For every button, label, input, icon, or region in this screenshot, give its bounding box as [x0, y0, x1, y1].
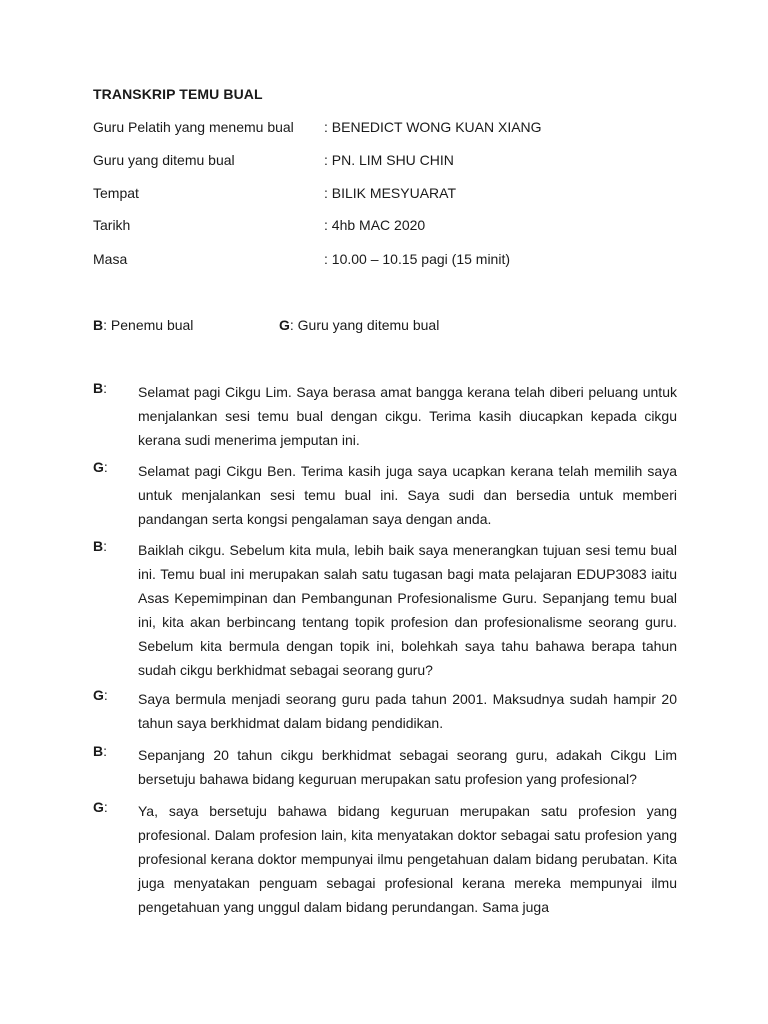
meta-row-interviewer: [93, 119, 693, 139]
meta-row-interviewee: [93, 152, 693, 172]
meta-value: : BILIK MESYUARAT: [324, 185, 456, 201]
speech-text: Selamat pagi Cikgu Lim. Saya berasa amat bangga kerana telah diberi peluang untuk menjalankan sesi temu bual dengan cikgu. Terima kasih diucapkan kepada cikgu kerana sudi menerima jemputan ini.: [138, 384, 677, 448]
speech-text: Sepanjang 20 tahun cikgu berkhidmat sebagai seorang guru, adakah Cikgu Lim bersetuju bahawa bidang keguruan merupakan satu profesion yang profesional?: [138, 747, 677, 787]
legend-text: : Penemu bual: [103, 317, 194, 333]
meta-value: : BENEDICT WONG KUAN XIANG: [324, 119, 542, 135]
meta-value: : 10.00 – 10.15 pagi (15 minit): [324, 251, 511, 267]
meta-row-place: [93, 185, 693, 205]
speech-text: Selamat pagi Cikgu Ben. Terima kasih juga saya ucapkan kerana telah memilih saya untuk menjalankan sesi temu bual ini. Saya sudi dan bersedia untuk memberi pandangan serta kongsi pengalaman saya dengan anda.: [138, 463, 677, 527]
legend-code: B: [93, 317, 104, 333]
speaker-code: G:: [93, 799, 108, 815]
speech-text: Ya, saya bersetuju bahawa bidang keguruan merupakan satu profesion yang profesional. Dalam profesion lain, kita menyatakan doktor sebagai satu profesion yang profesional kerana doktor mempunyai ilmu pengetahuan dalam bidang perubatan. Kita juga menyatakan penguam sebagai profesional kerana mereka mempunyai ilmu pengetahuan yang unggul dalam bidang perundangan. Sama juga: [138, 803, 677, 915]
meta-value: : PN. LIM SHU CHIN: [324, 152, 454, 168]
speech-text: Baiklah cikgu. Sebelum kita mula, lebih baik saya menerangkan tujuan sesi temu bual ini. Temu bual ini merupakan salah satu tugasan bagi mata pelajaran EDUP3083 iaitu Asas Kepemimpinan dan Pembangunan Profesionalisme Guru. Sepanjang temu bual ini, kita akan berbincang tentang topik profesion dan profesionalisme seorang guru. Sebelum kita bermula dengan topik ini, bolehkah saya tahu bahawa berapa tahun sudah cikgu berkhidmat sebagai seorang guru?: [138, 542, 677, 678]
meta-label: Tempat: [93, 185, 139, 201]
legend-interviewer: [93, 317, 193, 333]
meta-label: Tarikh: [93, 217, 131, 233]
legend-code: G: [279, 317, 290, 333]
speaker-code: B:: [93, 380, 108, 396]
speaker-legend: [93, 317, 693, 337]
legend-interviewee: [279, 317, 439, 333]
speaker-code: G:: [93, 687, 108, 703]
speaker-code: G:: [93, 459, 108, 475]
legend-text: : Guru yang ditemu bual: [289, 317, 440, 333]
meta-row-time: [93, 251, 693, 271]
meta-row-date: [93, 217, 693, 237]
meta-value: : 4hb MAC 2020: [324, 217, 426, 233]
document-title: TRANSKRIP TEMU BUAL: [93, 86, 263, 102]
speaker-code: B:: [93, 743, 108, 759]
meta-label: Guru Pelatih yang menemu bual: [93, 119, 294, 135]
speaker-code: B:: [93, 538, 108, 554]
meta-label: Masa: [93, 251, 128, 267]
meta-label: Guru yang ditemu bual: [93, 152, 235, 168]
speech-text: Saya bermula menjadi seorang guru pada tahun 2001. Maksudnya sudah hampir 20 tahun saya berkhidmat dalam bidang pendidikan.: [138, 691, 677, 731]
